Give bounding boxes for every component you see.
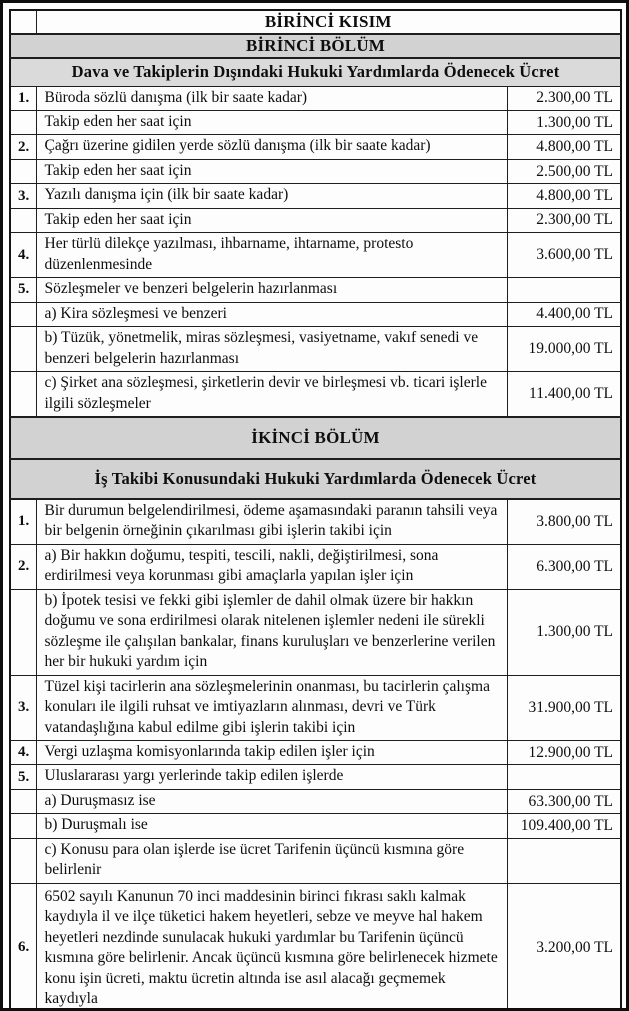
row-price: 6.300,00 TL bbox=[507, 544, 621, 589]
row-price: 4.800,00 TL bbox=[507, 184, 621, 208]
row-description: Yazılı danışma için (ilk bir saate kadar) bbox=[36, 184, 507, 208]
table-row bbox=[10, 302, 621, 326]
section2-title-row bbox=[10, 459, 621, 499]
row-description: Büroda sözlü danışma (ilk bir saate kadar) bbox=[36, 86, 507, 110]
table-row bbox=[10, 233, 621, 278]
row-number: 5. bbox=[10, 278, 36, 302]
row-price bbox=[507, 278, 621, 302]
row-number bbox=[10, 838, 36, 883]
row-price: 3.600,00 TL bbox=[507, 233, 621, 278]
row-number bbox=[10, 208, 36, 232]
table-row bbox=[10, 741, 621, 765]
row-description: Sözleşmeler ve benzeri belgelerin hazırlanması bbox=[36, 278, 507, 302]
part-header: BİRİNCİ KISIM bbox=[36, 10, 621, 34]
row-description: Takip eden her saat için bbox=[36, 208, 507, 232]
row-number bbox=[10, 789, 36, 813]
row-number: 4. bbox=[10, 741, 36, 765]
row-description: Çağrı üzerine gidilen yerde sözlü danışma (ilk bir saate kadar) bbox=[36, 135, 507, 159]
row-price: 2.300,00 TL bbox=[507, 208, 621, 232]
table-row bbox=[10, 814, 621, 838]
row-number: 2. bbox=[10, 544, 36, 589]
row-description: c) Şirket ana sözleşmesi, şirketlerin devir ve birleşmesi vb. ticari işlerle ilgili sözleşmeler bbox=[36, 372, 507, 417]
table-row bbox=[10, 765, 621, 789]
row-description: b) Duruşmalı ise bbox=[36, 814, 507, 838]
row-price: 4.800,00 TL bbox=[507, 135, 621, 159]
row-price: 4.400,00 TL bbox=[507, 302, 621, 326]
table-row bbox=[10, 589, 621, 675]
section2-header: İKİNCİ BÖLÜM bbox=[10, 417, 621, 459]
row-number: 2. bbox=[10, 135, 36, 159]
row-description: Tüzel kişi tacirlerin ana sözleşmelerinin onanması, bu tacirlerin çalışma konuları ile ilgili ruhsat ve imtiyazların alınması, devri ve Türk vatandaşlığına kabul edilme gibi işlerin takibi için bbox=[36, 675, 507, 740]
row-price: 1.300,00 TL bbox=[507, 589, 621, 675]
row-description: a) Bir hakkın doğumu, tespiti, tescili, nakli, değiştirilmesi, sona erdirilmesi veya korunması gibi amaçlarla yapılan işler için bbox=[36, 544, 507, 589]
part-header-row bbox=[10, 10, 621, 34]
table-row bbox=[10, 499, 621, 544]
table-row bbox=[10, 789, 621, 813]
section1-header: BİRİNCİ BÖLÜM bbox=[10, 34, 621, 58]
table-row bbox=[10, 135, 621, 159]
row-description: b) İpotek tesisi ve fekki gibi işlemler de dahil olmak üzere bir hakkın doğumu ve sona erdirilmesi olarak nitelenen işlemler nedeni ile sürekli sözleşme ile çalışılan bankalar, finans kuruluşları ve benzerlerine verilen her bir hukuki yardım için bbox=[36, 589, 507, 675]
row-number: 1. bbox=[10, 86, 36, 110]
row-number: 4. bbox=[10, 233, 36, 278]
row-number: 5. bbox=[10, 765, 36, 789]
row-description: a) Duruşmasız ise bbox=[36, 789, 507, 813]
section1-title-row bbox=[10, 58, 621, 86]
row-number: 6. bbox=[10, 883, 36, 1011]
row-price: 11.400,00 TL bbox=[507, 372, 621, 417]
table-row bbox=[10, 372, 621, 417]
table-row bbox=[10, 838, 621, 883]
row-number bbox=[10, 302, 36, 326]
table-row bbox=[10, 208, 621, 232]
table-row bbox=[10, 327, 621, 372]
row-number bbox=[10, 327, 36, 372]
row-number bbox=[10, 589, 36, 675]
row-price: 3.200,00 TL bbox=[507, 883, 621, 1011]
section2-header-row bbox=[10, 417, 621, 459]
row-number bbox=[10, 159, 36, 183]
row-price: 109.400,00 TL bbox=[507, 814, 621, 838]
row-description: c) Konusu para olan işlerde ise ücret Tarifenin üçüncü kısmına göre belirlenir bbox=[36, 838, 507, 883]
table-row bbox=[10, 159, 621, 183]
row-price bbox=[507, 765, 621, 789]
section1-title: Dava ve Takiplerin Dışındaki Hukuki Yardımlarda Ödenecek Ücret bbox=[10, 58, 621, 86]
row-description: Uluslararası yargı yerlerinde takip edilen işlerde bbox=[36, 765, 507, 789]
section1-header-row bbox=[10, 34, 621, 58]
table-row bbox=[10, 675, 621, 740]
row-number bbox=[10, 372, 36, 417]
row-price: 31.900,00 TL bbox=[507, 675, 621, 740]
part-header-no-cell bbox=[10, 10, 36, 34]
row-description: a) Kira sözleşmesi ve benzeri bbox=[36, 302, 507, 326]
table-row bbox=[10, 544, 621, 589]
section2-title: İş Takibi Konusundaki Hukuki Yardımlarda Ödenecek Ücret bbox=[10, 459, 621, 499]
row-price: 3.800,00 TL bbox=[507, 499, 621, 544]
fee-tariff-table bbox=[9, 9, 622, 1011]
row-price: 12.900,00 TL bbox=[507, 741, 621, 765]
row-description: Vergi uzlaşma komisyonlarında takip edilen işler için bbox=[36, 741, 507, 765]
row-number: 3. bbox=[10, 675, 36, 740]
row-description: Bir durumun belgelendirilmesi, ödeme aşamasındaki paranın tahsili veya bir belgenin örneğinin çıkarılması gibi işlerin takibi için bbox=[36, 499, 507, 544]
row-price: 19.000,00 TL bbox=[507, 327, 621, 372]
row-price: 63.300,00 TL bbox=[507, 789, 621, 813]
row-price: 1.300,00 TL bbox=[507, 110, 621, 134]
table-row bbox=[10, 86, 621, 110]
row-price: 2.300,00 TL bbox=[507, 86, 621, 110]
row-description: Takip eden her saat için bbox=[36, 110, 507, 134]
row-price: 2.500,00 TL bbox=[507, 159, 621, 183]
row-description: Her türlü dilekçe yazılması, ihbarname, ihtarname, protesto düzenlenmesinde bbox=[36, 233, 507, 278]
row-description: 6502 sayılı Kanunun 70 inci maddesinin birinci fıkrası saklı kalmak kaydıyla il ve ilçe tüketici hakem heyetleri, sebze ve meyve hal hakem heyetleri nezdinde sunulacak hukuki yardımlar bu Tarifenin üçüncü kısmına göre belirlenir. Ancak üçüncü kısmına göre belirlenecek hizmete konu işin ücreti, maktu ücretin altında ise asıl alacağı geçmemek kaydıyla bbox=[36, 883, 507, 1011]
row-number bbox=[10, 110, 36, 134]
table-row bbox=[10, 110, 621, 134]
row-number: 3. bbox=[10, 184, 36, 208]
row-description: b) Tüzük, yönetmelik, miras sözleşmesi, vasiyetname, vakıf senedi ve benzeri belgelerin hazırlanması bbox=[36, 327, 507, 372]
table-row bbox=[10, 883, 621, 1011]
row-number: 1. bbox=[10, 499, 36, 544]
table-row bbox=[10, 184, 621, 208]
table-row bbox=[10, 278, 621, 302]
row-description: Takip eden her saat için bbox=[36, 159, 507, 183]
row-number bbox=[10, 814, 36, 838]
row-price bbox=[507, 838, 621, 883]
